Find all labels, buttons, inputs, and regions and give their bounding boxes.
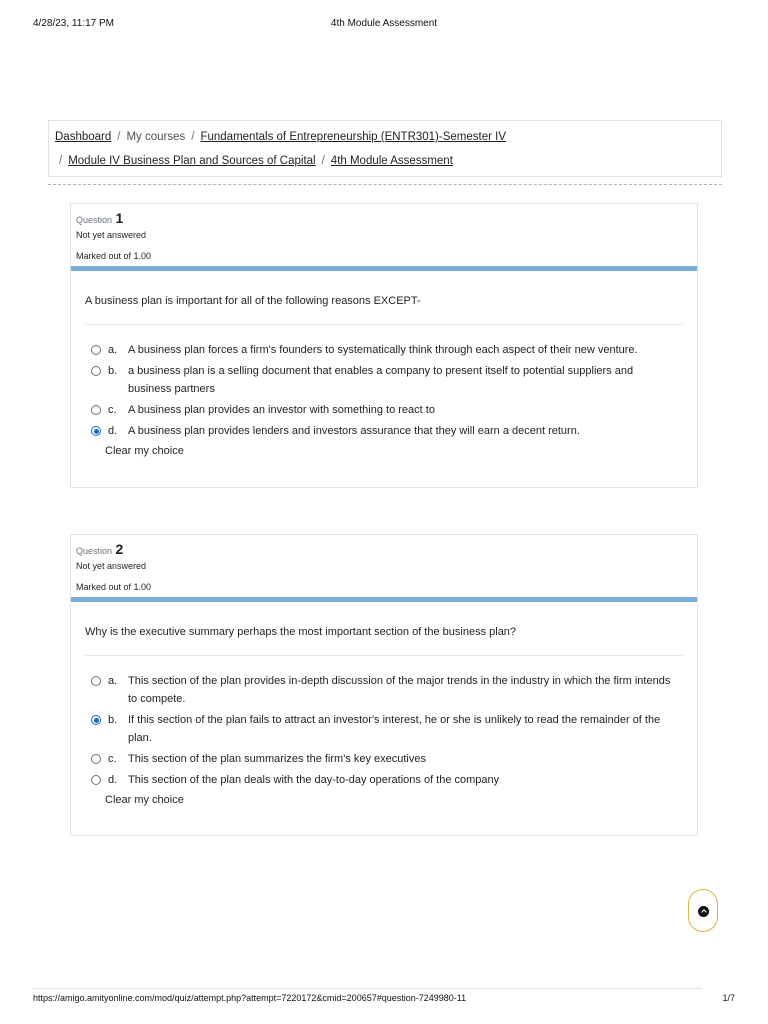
answer-option-b[interactable] [91, 362, 683, 398]
question-info [71, 535, 697, 602]
breadcrumb-separator: / [191, 131, 195, 143]
question-content [71, 602, 697, 808]
answer-option-c[interactable] [91, 401, 683, 419]
question-text: Why is the executive summary perhaps the most important section of the business plan? [85, 625, 683, 656]
answer-letter: b. [108, 714, 118, 726]
print-footer [33, 993, 735, 1007]
question-grade: Marked out of 1.00 [76, 582, 152, 592]
question-label: Question [76, 546, 113, 556]
breadcrumb-separator: / [321, 155, 325, 167]
question-number-value: 1 [115, 210, 124, 226]
page-number: 1/7 [722, 993, 735, 1003]
question-text: A business plan is important for all of the following reasons EXCEPT- [85, 294, 683, 325]
answer-letter: a. [108, 344, 118, 356]
print-url: https://amigo.amityonline.com/mod/quiz/attempt.php?attempt=7220172&cmid=200657#question-7249980-11 [33, 993, 467, 1003]
answer-list [85, 672, 683, 789]
answer-letter: b. [108, 365, 118, 377]
question-info [71, 204, 697, 271]
answer-option-c[interactable] [91, 750, 683, 768]
breadcrumb-separator: / [117, 131, 121, 143]
answer-letter: c. [108, 404, 117, 416]
radio-button[interactable] [91, 366, 101, 376]
answer-option-d[interactable] [91, 771, 683, 789]
breadcrumb-quiz-link[interactable]: 4th Module Assessment [330, 155, 453, 167]
question-grade: Marked out of 1.00 [76, 251, 152, 261]
radio-button[interactable] [91, 754, 101, 764]
answer-list [85, 341, 683, 440]
breadcrumb-line-1 [55, 130, 715, 154]
question-content [71, 271, 697, 459]
print-title: 4th Module Assessment [330, 18, 438, 29]
breadcrumb-my-courses: My courses [126, 131, 186, 143]
question-number [76, 210, 697, 228]
answer-letter: d. [108, 425, 118, 437]
answer-text: A business plan forces a firm's founders to systematically think through each aspect of their new venture. [128, 344, 638, 356]
breadcrumb-separator: / [59, 155, 63, 167]
answer-letter: c. [108, 753, 117, 765]
radio-button[interactable] [91, 345, 101, 355]
back-to-top-button[interactable] [688, 889, 718, 932]
answer-text: If this section of the plan fails to attract an investor's interest, he or she is unlikely to read the remainder of the plan. [128, 714, 661, 744]
breadcrumb-module-link[interactable]: Module IV Business Plan and Sources of Capital [68, 155, 316, 167]
question-number [76, 541, 697, 559]
divider [48, 184, 722, 185]
answer-text: A business plan provides lenders and investors assurance that they will earn a decent return. [128, 425, 580, 437]
arrow-up-circle-icon [698, 906, 709, 917]
clear-choice-link[interactable]: Clear my choice [105, 794, 184, 806]
radio-button[interactable] [91, 405, 101, 415]
answer-text: a business plan is a selling document that enables a company to present itself to potential suppliers and business partners [128, 365, 634, 395]
answer-option-a[interactable] [91, 672, 683, 708]
answer-text: This section of the plan summarizes the firm's key executives [128, 753, 426, 765]
radio-button-selected[interactable] [91, 715, 101, 725]
question-1 [70, 203, 698, 488]
print-header [33, 18, 735, 32]
answer-option-b[interactable] [91, 711, 683, 747]
answer-text: This section of the plan provides in-depth discussion of the major trends in the industry in which the firm intends to compete. [128, 675, 671, 705]
question-2 [70, 534, 698, 836]
breadcrumb-dashboard-link[interactable]: Dashboard [55, 131, 112, 143]
radio-button[interactable] [91, 676, 101, 686]
breadcrumb [48, 120, 722, 177]
answer-option-a[interactable] [91, 341, 683, 359]
answer-option-d[interactable] [91, 422, 683, 440]
question-label: Question [76, 215, 113, 225]
answer-letter: d. [108, 774, 118, 786]
print-date: 4/28/23, 11:17 PM [33, 18, 114, 29]
answer-text: A business plan provides an investor with something to react to [128, 404, 435, 416]
radio-button[interactable] [91, 775, 101, 785]
radio-button-selected[interactable] [91, 426, 101, 436]
question-state: Not yet answered [76, 561, 147, 571]
footer-divider [33, 988, 702, 989]
clear-choice-link[interactable]: Clear my choice [105, 445, 184, 457]
question-number-value: 2 [115, 541, 124, 557]
answer-text: This section of the plan deals with the day-to-day operations of the company [128, 774, 500, 786]
question-state: Not yet answered [76, 230, 147, 240]
answer-letter: a. [108, 675, 118, 687]
breadcrumb-line-2 [55, 154, 715, 178]
breadcrumb-course-link[interactable]: Fundamentals of Entrepreneurship (ENTR301)-Semester IV [200, 131, 506, 143]
